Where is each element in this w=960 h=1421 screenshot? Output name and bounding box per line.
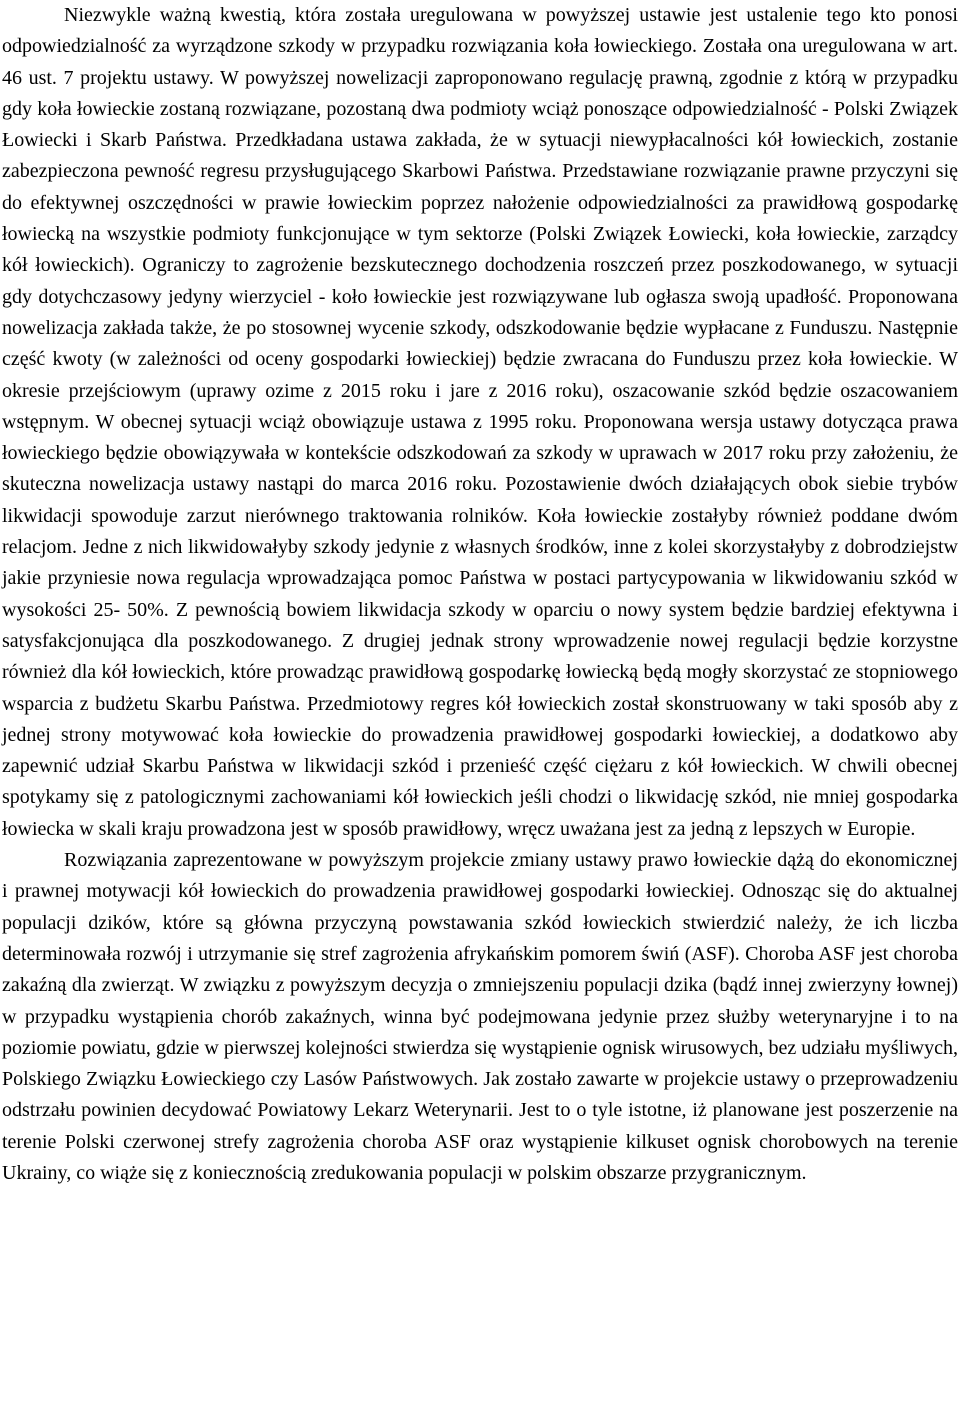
body-paragraph-1: Niezwykle ważną kwestią, która została uregulowana w powyższej ustawie jest ustalenie tego kto ponosi odpowiedzialność za wyrządzone szkody w przypadku rozwiązania koła łowieckiego. Została ona uregulowana w art. 46 ust. 7 projektu ustawy. W powyższej nowelizacji zaproponowano regulację prawną, zgodnie z którą w przypadku gdy koła łowieckie zostaną rozwiązane, pozostaną dwa podmioty wciąż ponoszące odpowiedzialność - Polski Związek Łowiecki i Skarb Państwa. Przedkładana ustawa zakłada, że w sytuacji niewypłacalności kół łowieckich, zostanie zabezpieczona pewność regresu przysługującego Skarbowi Państwa. Przedstawiane rozwiązanie prawne przyczyni się do efektywnej oszczędności w prawie łowieckim poprzez nałożenie odpowiedzialności za prawidłową gospodarkę łowiecką na wszystkie podmioty funkcjonujące w tym sektorze (Polski Związek Łowiecki, koła łowieckie, zarządcy kół łowieckich). Ograniczy to zagrożenie bezskutecznego dochodzenia roszczeń przez poszkodowanego, w sytuacji gdy dotychczasowy jedyny wierzyciel - koło łowieckie jest rozwiązywane lub ogłasza swoją upadłość. Proponowana nowelizacja zakłada także, że po stosownej wycenie szkody, odszkodowanie będzie wypłacane z Funduszu. Następnie część kwoty (w zależności od oceny gospodarki łowieckiej) będzie zwracana do Funduszu przez koła łowieckie. W okresie przejściowym (uprawy ozime z 2015 roku i jare z 2016 roku), oszacowanie szkód będzie oszacowaniem wstępnym. W obecnej sytuacji wciąż obowiązuje ustawa z 1995 roku. Proponowana wersja ustawy dotycząca prawa łowieckiego będzie obowiązywała w kontekście odszkodowań za szkody w uprawach w 2017 roku przy założeniu, że skuteczna nowelizacja ustawy nastąpi do marca 2016 roku. Pozostawienie dwóch działających obok siebie trybów likwidacji spowoduje zarzut nierównego traktowania rolników. Koła łowieckie zostałyby również poddane dwóm relacjom. Jedne z nich likwidowałyby szkody jedynie z własnych środków, inne z kolei skorzystałyby z dobrodziejstw jakie przyniesie nowa regulacja wprowadzająca pomoc Państwa w postaci partycypowania w likwidowaniu szkód w wysokości 25- 50%. Z pewnością bowiem likwidacja szkody w oparciu o nowy system będzie bardziej efektywna i satysfakcjonująca dla poszkodowanego. Z drugiej jednak strony wprowadzenie nowej regulacji będzie korzystne również dla kół łowieckich, które prowadząc prawidłową gospodarkę łowiecką będą mogły skorzystać ze stopniowego wsparcia z budżetu Skarbu Państwa. Przedmiotowy regres kół łowieckich został skonstruowany w taki sposób aby z jednej strony motywować koła łowieckie do prowadzenia prawidłowej gospodarki łowieckiej, a dodatkowo aby zapewnić udział Skarbu Państwa w likwidacji szkód i przenieść część ciężaru z kół łowieckich. W chwili obecnej spotykamy się z patologicznymi zachowaniami kół łowieckich jeśli chodzi o likwidację szkód, nie mniej gospodarka łowiecka w skali kraju prowadzona jest w sposób prawidłowy, wręcz uważana jest za jedną z lepszych w Europie. [2, 4, 958, 840]
body-paragraph-2: Rozwiązania zaprezentowane w powyższym projekcie zmiany ustawy prawo łowieckie dążą do ekonomicznej i prawnej motywacji kół łowieckich do prowadzenia prawidłowej gospodarki łowieckiej. Odnosząc się do aktualnej populacji dzików, które są główna przyczyną powstawania szkód łowieckich stwierdzić należy, że ich liczba determinowała rozwój i utrzymanie się stref zagrożenia afrykańskim pomorem świń (ASF). Choroba ASF jest choroba zakaźną dla zwierząt. W związku z powyższym decyzja o zmniejszeniu populacji dzika (bądź innej zwierzyny łownej) w przypadku wystąpienia chorób zakaźnych, winna być podejmowana jedynie przez służby weterynaryjne i to na poziomie powiatu, gdzie w pierwszej kolejności stwierdza się wystąpienie ognisk wirusowych, bez udziału myśliwych, Polskiego Związku Łowieckiego czy Lasów Państwowych. Jak zostało zawarte w projekcie ustawy o przeprowadzeniu odstrzału powinien decydować Powiatowy Lekarz Weterynarii. Jest to o tyle istotne, iż planowane jest poszerzenie na terenie Polski czerwonej strefy zagrożenia choroba ASF oraz wystąpienie kilkuset ognisk chorobowych na terenie Ukrainy, co wiąże się z koniecznością zredukowania populacji w polskim obszarze przygranicznym. [2, 849, 958, 1184]
